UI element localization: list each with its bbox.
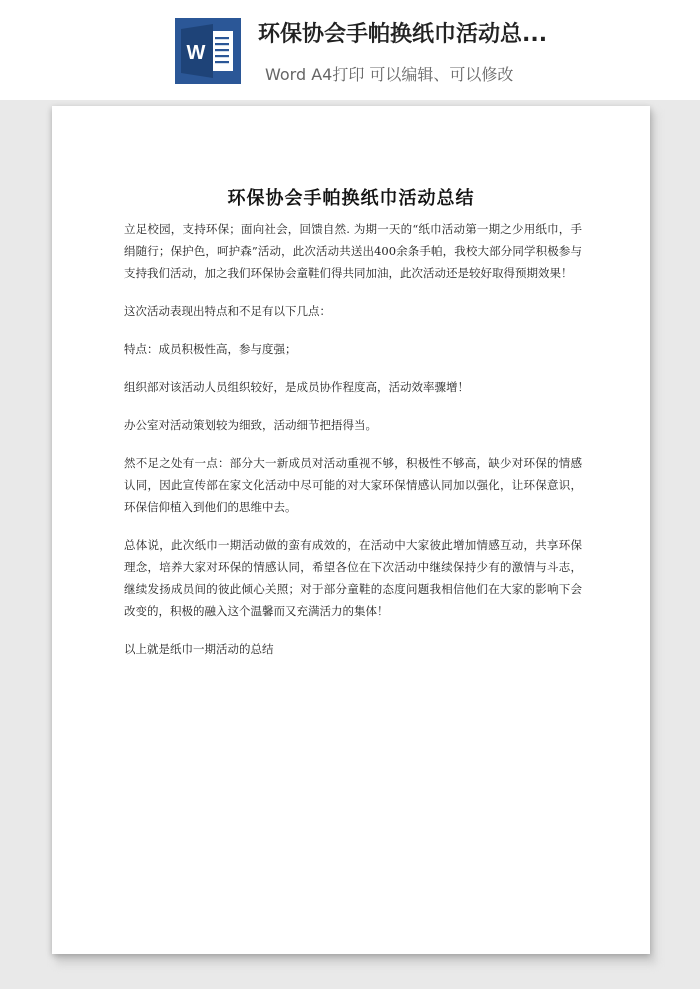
paragraph-1: 立足校园，支持环保；面向社会，回馈自然. 为期一天的“纸巾活动第一期之少用纸巾，手绢随行；保护色，呵护森”活动，此次活动共送出400余条手帕，我校大部分同学积极参与支持我们活动，加之我们环保协会童鞋们得共同加油，此次活动还是较好取得预期效果！ (124, 222, 582, 280)
paragraph-5: 办公室对活动策划较为细致，活动细节把捂得当。 (124, 418, 377, 432)
document-body (124, 218, 582, 676)
paragraph-3: 特点：成员积极性高，参与度强； (124, 342, 297, 356)
document-file-title: 环保协会手帕换纸巾活动总... (258, 22, 548, 47)
paragraph-8: 以上就是纸巾一期活动的总结 (124, 642, 274, 656)
paragraph-4: 组织部对该活动人员组织较好，是成员协作程度高，活动效率骤增！ (124, 380, 469, 394)
document-title: 环保协会手帕换纸巾活动总结 (227, 188, 475, 209)
paragraph-2: 这次活动表现出特点和不足有以下几点： (124, 304, 331, 318)
paragraph-6: 然不足之处有一点：部分大一新成员对活动重视不够，积极性不够高，缺少对环保的情感认同，因此宣传部在家文化活动中尽可能的对大家环保情感认同加以强化，让环保意识，环保信仰植入到他们的思维中去。 (124, 456, 582, 514)
header-bar (0, 0, 700, 100)
document-page (52, 106, 650, 954)
paragraph-7: 总体说，此次纸巾一期活动做的蛮有成效的，在活动中大家彼此增加情感互动，共享环保理念，培养大家对环保的情感认同，希望各位在下次活动中继续保持少有的激情与斗志，继续发扬成员间的彼此倾心关照；对于部分童鞋的态度问题我相信他们在大家的影响下会改变的，积极的融入这个温馨而又充满活力的集体！ (124, 538, 582, 618)
svg-text:W: W (186, 42, 206, 64)
word-icon (175, 18, 241, 84)
document-file-subtitle: Word A4打印 可以编辑、可以修改 (265, 65, 514, 84)
